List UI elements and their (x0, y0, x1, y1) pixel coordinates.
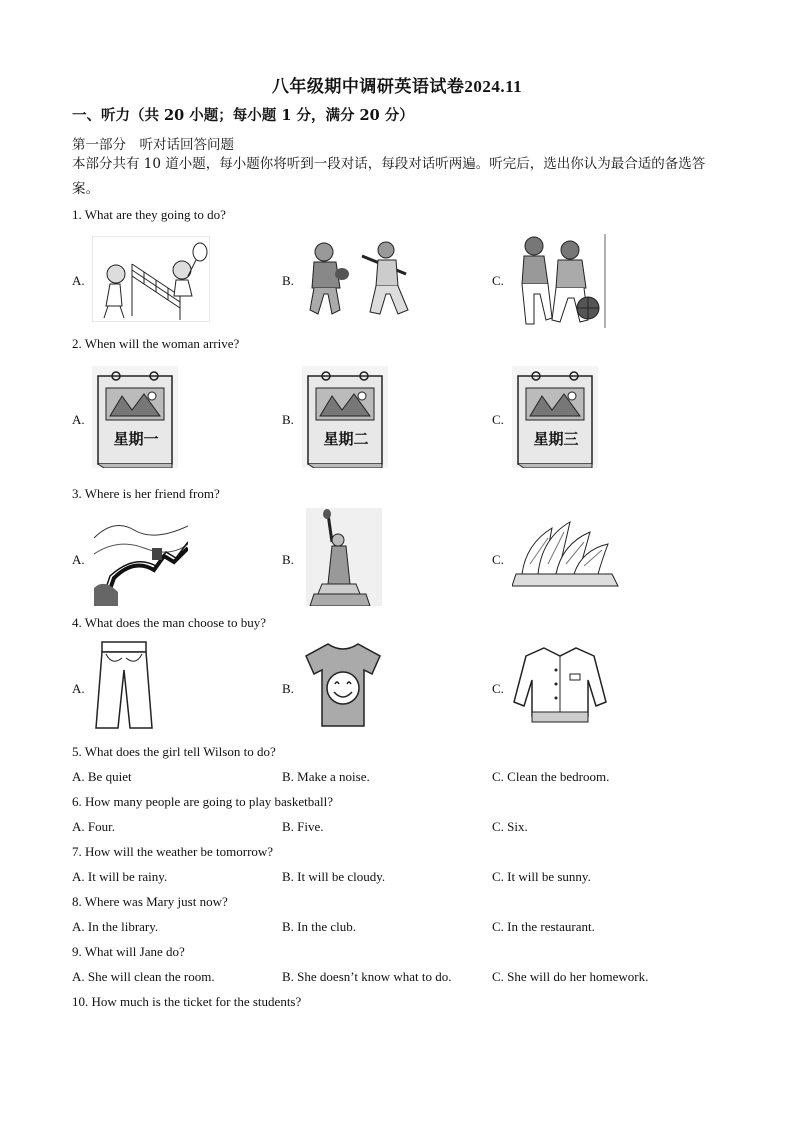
q5-option-a[interactable]: A. Be quiet (72, 769, 132, 784)
calendar-wednesday-label: 星期三 (533, 430, 579, 448)
q5-option-b[interactable]: B. Make a noise. (282, 769, 370, 784)
badminton-picture (92, 236, 210, 322)
q1-option-b[interactable]: B. (282, 273, 294, 288)
q1-option-c[interactable]: C. (492, 273, 504, 288)
question-10: 10. How much is the ticket for the students? (72, 994, 302, 1009)
question-4: 4. What does the man choose to buy? (72, 615, 266, 630)
calendar-monday-label: 星期一 (113, 430, 159, 448)
q4-option-b[interactable]: B. (282, 681, 294, 696)
q8-option-b[interactable]: B. In the club. (282, 919, 357, 934)
q5-option-c[interactable]: C. Clean the bedroom. (492, 769, 610, 784)
page-title (0, 72, 794, 97)
q6-option-a[interactable]: A. Four. (72, 819, 115, 834)
question-1: 1. What are they going to do? (72, 207, 226, 222)
q2-option-a[interactable]: A. (72, 412, 85, 427)
q2-option-b[interactable]: B. (282, 412, 294, 427)
q1-option-a[interactable]: A. (72, 273, 85, 288)
q3-option-b[interactable]: B. (282, 552, 294, 567)
title-year: 2024.11 (464, 77, 523, 96)
question-3: 3. Where is her friend from? (72, 486, 220, 501)
q6-option-b[interactable]: B. Five. (282, 819, 324, 834)
question-8: 8. Where was Mary just now? (72, 894, 228, 909)
q6-option-c[interactable]: C. Six. (492, 819, 528, 834)
question-9: 9. What will Jane do? (72, 944, 185, 959)
great-wall-picture (94, 508, 188, 606)
section-heading: 一、听力（共 20 小题；每小题 1 分，满分 20 分） (72, 107, 414, 124)
calendar-tuesday-label: 星期二 (323, 430, 369, 448)
question-6: 6. How many people are going to play basketball? (72, 794, 334, 809)
q9-option-c[interactable]: C. She will do her homework. (492, 969, 649, 984)
calendar-wednesday-picture (512, 366, 598, 468)
question-5: 5. What does the girl tell Wilson to do? (72, 744, 276, 759)
q4-option-a[interactable]: A. (72, 681, 85, 696)
sydney-opera-house-picture (512, 514, 622, 590)
q8-option-a[interactable]: A. In the library. (72, 919, 159, 934)
part-title: 第一部分 听对话回答问题 (72, 137, 234, 153)
q3-option-a[interactable]: A. (72, 552, 85, 567)
statue-of-liberty-picture (306, 508, 382, 606)
trousers-picture (94, 640, 154, 732)
q7-option-a[interactable]: A. It will be rainy. (72, 869, 168, 884)
q8-option-c[interactable]: C. In the restaurant. (492, 919, 595, 934)
calendar-monday-picture (92, 366, 178, 468)
calendar-tuesday-picture (302, 366, 388, 468)
question-7: 7. How will the weather be tomorrow? (72, 844, 274, 859)
q9-option-b[interactable]: B. She doesn’t know what to do. (282, 969, 452, 984)
q3-option-c[interactable]: C. (492, 552, 504, 567)
q9-option-a[interactable]: A. She will clean the room. (72, 969, 215, 984)
jacket-picture (512, 646, 608, 724)
q7-option-c[interactable]: C. It will be sunny. (492, 869, 591, 884)
baseball-picture (302, 238, 420, 320)
basketball-picture (512, 234, 608, 328)
q7-option-b[interactable]: B. It will be cloudy. (282, 869, 386, 884)
q2-option-c[interactable]: C. (492, 412, 504, 427)
question-2: 2. When will the woman arrive? (72, 336, 240, 351)
title-text: 八年级期中调研英语试卷 (271, 77, 465, 97)
q4-option-c[interactable]: C. (492, 681, 504, 696)
tshirt-picture (304, 642, 382, 728)
instructions: 本部分共有 10 道小题，每小题你将听到一段对话，每段对话听两遍。听完后，选出你认为最合适的备选答案。 (72, 156, 706, 197)
